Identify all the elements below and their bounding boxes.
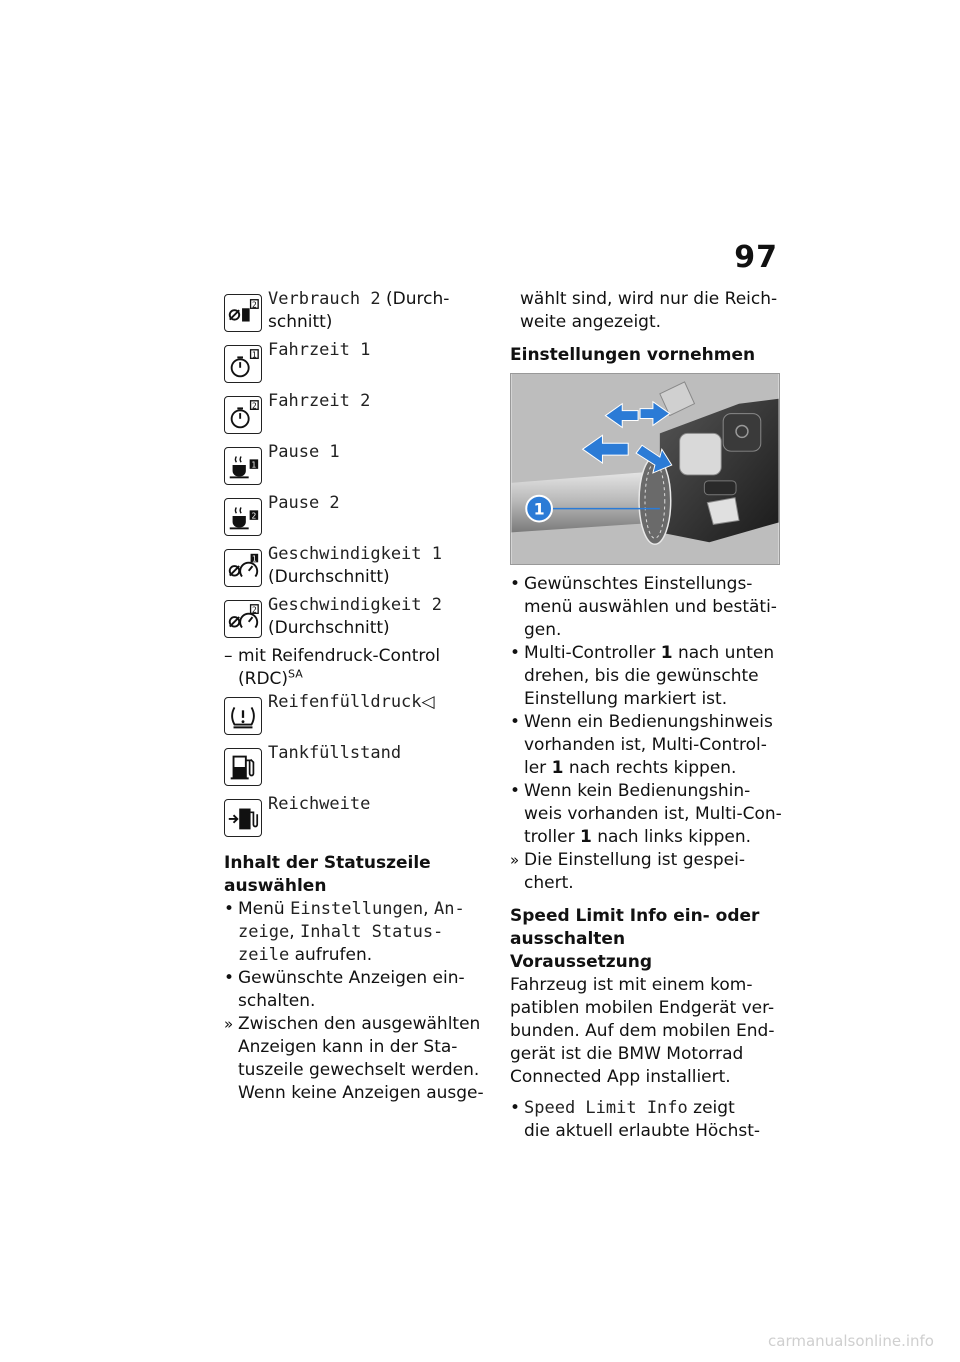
section-heading-status-line — [224, 852, 486, 898]
watermark: carmanualsonline.info — [768, 1332, 934, 1350]
menu-path-display: An- — [433, 899, 465, 919]
result-status-line — [224, 1013, 486, 1105]
item-label: Reichweite — [268, 794, 371, 814]
svg-text:2: 2 — [251, 300, 257, 310]
step-line: gen. — [524, 620, 562, 640]
separator: , — [289, 922, 300, 942]
page-number: 97 — [734, 240, 778, 275]
step-line: nach rechts kippen. — [563, 758, 737, 778]
sa-marker: SA — [288, 667, 303, 681]
continued-text — [510, 288, 782, 334]
step-select-menu — [510, 573, 782, 642]
status-item-riding-time-2 — [224, 390, 486, 441]
step-line: Einstellung markiert ist. — [524, 689, 728, 709]
item-label: Verbrauch 2 — [268, 289, 381, 309]
item-label: Fahrzeit 1 — [268, 340, 371, 360]
result-line: Anzeigen kann in der Sta- — [238, 1037, 458, 1057]
step-tilt-right — [510, 711, 782, 780]
step-line: Multi-Controller — [524, 643, 661, 663]
result-line: Die Einstellung ist gespei- — [524, 850, 745, 870]
svg-text:2: 2 — [251, 511, 257, 521]
svg-text:1: 1 — [251, 350, 257, 360]
average-speed-1-icon — [224, 549, 262, 587]
average-speed-2-icon — [224, 600, 262, 638]
heading-line2: auswählen — [224, 876, 327, 896]
text-line: weite angezeigt. — [520, 312, 662, 332]
range-icon — [224, 799, 262, 837]
speed-limit-info-label: Speed Limit Info — [524, 1098, 688, 1118]
step-line: Gewünschte Anzeigen ein- — [238, 968, 465, 988]
step-line: Wenn kein Bedienungshin- — [524, 781, 751, 801]
status-item-tyre-pressure — [224, 691, 486, 742]
stopwatch-1-icon — [224, 345, 262, 383]
item-label: Fahrzeit 2 — [268, 391, 371, 411]
left-column — [224, 288, 486, 1105]
heading-line1: Inhalt der Statuszeile — [224, 853, 431, 873]
step-open-menu — [224, 898, 486, 967]
step-enable-displays — [224, 967, 486, 1013]
step-line: menü auswählen und bestäti- — [524, 597, 777, 617]
coffee-break-1-icon — [224, 447, 262, 485]
step-line: schalten. — [238, 991, 316, 1011]
rdc-line1: mit Reifendruck-Control — [238, 646, 441, 666]
text-line: patiblen mobilen Endgerät ver- — [510, 998, 775, 1018]
svg-text:1: 1 — [251, 554, 257, 564]
multi-controller-photo — [510, 373, 780, 565]
step-tilt-left — [510, 780, 782, 849]
step-text: aufrufen. — [289, 945, 373, 965]
result-line: tuszeile gewechselt werden. — [238, 1060, 480, 1080]
text-line: bunden. Auf dem mobilen End- — [510, 1021, 775, 1041]
step-line: nach unten — [672, 643, 775, 663]
text-line: gerät ist die BMW Motorrad — [510, 1044, 744, 1064]
result-line: Wenn keine Anzeigen ausge- — [238, 1083, 484, 1103]
item-label: Tankfüllstand — [268, 743, 402, 763]
step-line: drehen, bis die gewünschte — [524, 666, 759, 686]
item-label: Pause 2 — [268, 493, 340, 513]
controller-ref: 1 — [660, 643, 673, 663]
status-item-range — [224, 793, 486, 844]
text-line: Fahrzeug ist mit einem kom- — [510, 975, 753, 995]
item-line2: (Durchschnitt) — [268, 567, 390, 587]
svg-text:2: 2 — [251, 605, 257, 615]
text-line: die aktuell erlaubte Höchst- — [524, 1121, 761, 1141]
svg-text:1: 1 — [251, 460, 257, 470]
item-label: Reifenfülldruck — [268, 692, 422, 712]
controller-ref: 1 — [551, 758, 564, 778]
separator: , — [423, 899, 434, 919]
controller-ref: 1 — [579, 827, 592, 847]
heading-line1: Speed Limit Info ein- oder — [510, 906, 760, 926]
item-label: Geschwindigkeit 2 — [268, 595, 442, 615]
step-turn-controller — [510, 642, 782, 711]
result-line: Zwischen den ausgewählten — [238, 1014, 481, 1034]
rdc-condition — [224, 645, 486, 691]
step-line: Wenn ein Bedienungshinweis — [524, 712, 773, 732]
subheading-prerequisite: Voraussetzung — [510, 952, 653, 972]
item-label: Geschwindigkeit 1 — [268, 544, 442, 564]
fuel-consumption-2-icon — [224, 294, 262, 332]
tyre-pressure-icon — [224, 697, 262, 735]
step-text: Menü — [238, 899, 291, 919]
text-line: wählt sind, wird nur die Reich- — [520, 289, 778, 309]
prerequisite-text — [510, 974, 782, 1089]
callout-number: 1 — [533, 499, 545, 519]
step-line: vorhanden ist, Multi-Control- — [524, 735, 767, 755]
svg-text:2: 2 — [251, 401, 257, 411]
status-item-break-2 — [224, 492, 486, 543]
fuel-level-icon — [224, 748, 262, 786]
text-line: Connected App installiert. — [510, 1067, 731, 1087]
step-line: ler — [524, 758, 552, 778]
item-line2: (Durchschnitt) — [268, 618, 390, 638]
speed-limit-info-bullet — [510, 1097, 782, 1143]
section-heading-settings: Einstellungen vornehmen — [510, 345, 756, 365]
step-line: weis vorhanden ist, Multi-Con- — [524, 804, 782, 824]
menu-path-settings: Einstellungen — [290, 899, 424, 919]
heading-line2: ausschalten — [510, 929, 626, 949]
step-line: nach links kippen. — [591, 827, 752, 847]
status-item-break-1 — [224, 441, 486, 492]
coffee-break-2-icon — [224, 498, 262, 536]
status-item-consumption-2 — [224, 288, 486, 339]
text-line: zeigt — [687, 1098, 735, 1118]
status-item-speed-1 — [224, 543, 486, 594]
step-line: Gewünschtes Einstellungs- — [524, 574, 753, 594]
result-line: chert. — [524, 873, 574, 893]
menu-path-status-line-cont: zeile — [238, 945, 290, 965]
status-item-speed-2 — [224, 594, 486, 645]
item-suffix: (Durch- — [380, 289, 450, 309]
menu-path-status-line: Inhalt Status- — [300, 922, 444, 942]
step-line: troller — [524, 827, 580, 847]
stopwatch-2-icon — [224, 396, 262, 434]
status-item-riding-time-1 — [224, 339, 486, 390]
rdc-line2: (RDC) — [238, 669, 289, 689]
right-column — [510, 288, 782, 1143]
item-line2: schnitt) — [268, 312, 333, 332]
section-heading-speed-limit — [510, 905, 782, 951]
menu-path-display-cont: zeige — [238, 922, 290, 942]
info-marker: ◁ — [421, 692, 435, 712]
item-label: Pause 1 — [268, 442, 340, 462]
status-item-fuel-level — [224, 742, 486, 793]
result-setting-saved — [510, 849, 782, 895]
